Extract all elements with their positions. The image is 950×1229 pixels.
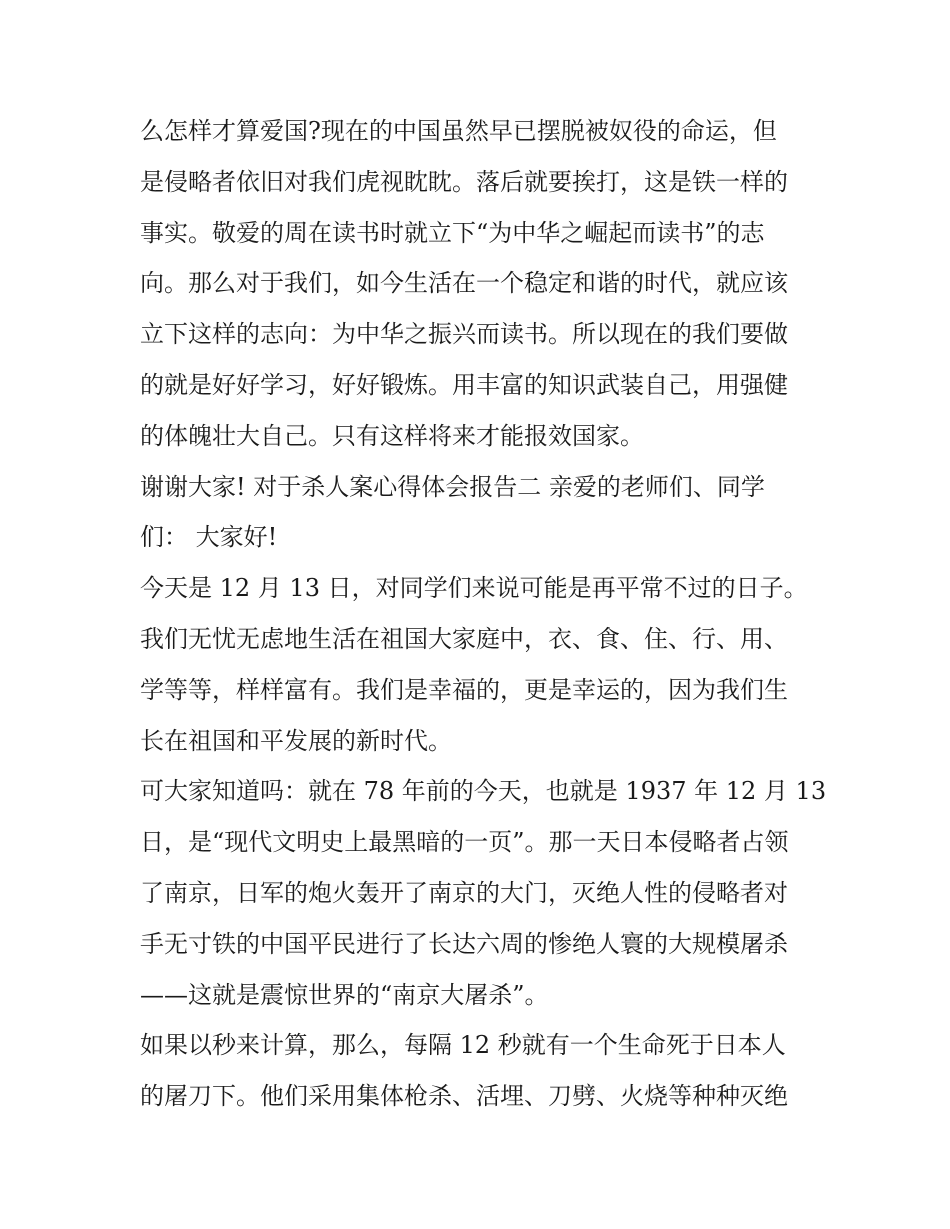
text-line: 是侵略者依旧对我们虎视眈眈。落后就要挨打，这是铁一样的 — [140, 167, 788, 196]
text-line: 长在祖国和平发展的新时代。 — [140, 726, 452, 755]
text-line: 的就是好好学习，好好锻炼。用丰富的知识武装自己，用强健 — [140, 370, 788, 399]
text-line: 们： 大家好! — [140, 523, 278, 552]
text-line: 日，是“现代文明史上最黑暗的一页”。那一天日本侵略者占领 — [140, 828, 789, 857]
text-line: 么怎样才算爱国?现在的中国虽然早已摆脱被奴役的命运，但 — [140, 117, 777, 145]
text-line: 向。那么对于我们，如今生活在一个稳定和谐的时代，就应该 — [140, 269, 788, 298]
text-line: 了南京，日军的炮火轰开了南京的大门，灭绝人性的侵略者对 — [140, 878, 788, 907]
text-line: ——这就是震惊世界的“南京大屠杀”。 — [140, 980, 549, 1009]
text-line: 立下这样的志向：为中华之振兴而读书。所以现在的我们要做 — [140, 320, 788, 349]
text-line: 我们无忧无虑地生活在祖国大家庭中，衣、食、住、行、用、 — [140, 624, 788, 653]
document-body — [140, 106, 827, 1122]
text-line: 学等等，样样富有。我们是幸福的，更是幸运的，因为我们生 — [140, 675, 788, 704]
text-line: 手无寸铁的中国平民进行了长达六周的惨绝人寰的大规模屠杀 — [140, 929, 788, 958]
text-line: 事实。敬爱的周在读书时就立下“为中华之崛起而读书”的志 — [140, 218, 765, 247]
text-line: 的屠刀下。他们采用集体枪杀、活埋、刀劈、火烧等种种灭绝 — [140, 1082, 788, 1111]
text-line: 可大家知道吗：就在 78 年前的今天，也就是 1937 年 12 月 13 — [140, 777, 827, 806]
text-line: 如果以秒来计算，那么，每隔 12 秒就有一个生命死于日本人 — [140, 1031, 786, 1060]
text-line: 谢谢大家! 对于杀人案心得体会报告二 亲爱的老师们、同学 — [140, 472, 765, 501]
text-line: 今天是 12 月 13 日，对同学们来说可能是再平常不过的日子。 — [140, 574, 808, 603]
text-line: 的体魄壮大自己。只有这样将来才能报效国家。 — [140, 421, 644, 450]
